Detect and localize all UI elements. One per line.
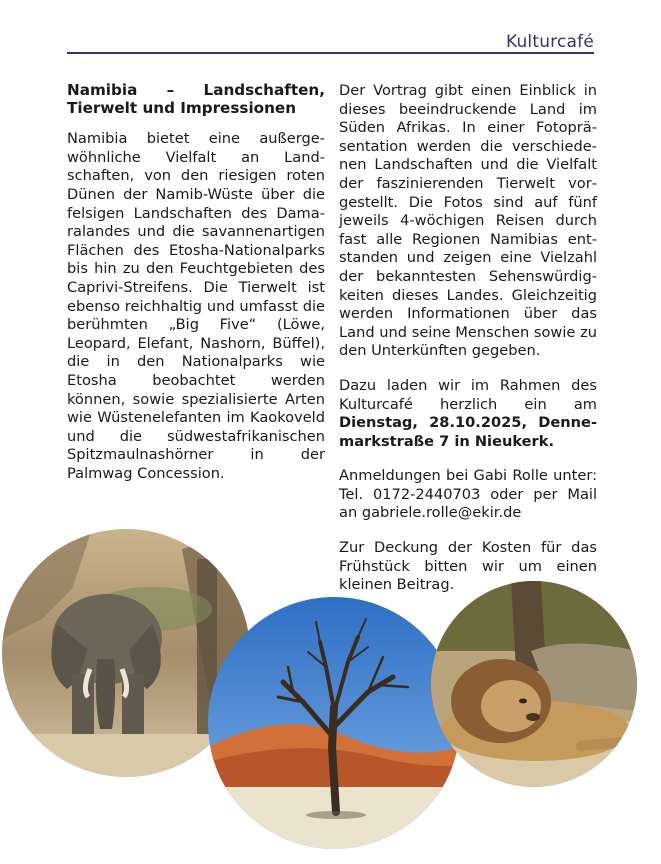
article-title bbox=[67, 82, 325, 117]
right-column bbox=[339, 82, 597, 611]
dead-tree-dune-photo bbox=[208, 597, 460, 849]
lion-photo bbox=[431, 581, 637, 787]
section-header: Kulturcafé bbox=[505, 32, 594, 52]
article-title-line2: Tierwelt und Impressionen bbox=[67, 98, 297, 117]
left-paragraph: Namibia bietet eine außergewöhnliche Vielfalt an Landschaften, von den riesigen roten Dünen der Namib-Wüste über die felsigen Landschaften des Damaralandes und die savannenartigen Flächen des Etosha-Nationalparks bis hin zu den Feuchtgebieten des Caprivi-Streifens. Die Tierwelt ist ebenso reichhaltig und umfasst die berühmten „Big Five“ (Löwe, Leopard, Elefant, Nashorn, Büffel), die in den Nationalparks wie Etosha beobachtet werden können, sowie spezialisierte Arten wie Wüstenelefanten im Kaokoveld und die südwestafrikanischen Spitzmaulnashörner in der Palmwag Concession. bbox=[67, 130, 325, 482]
right-paragraph-4: Zur Deckung der Kosten für das Frühstück bitten wir um einen kleinen Beitrag. bbox=[339, 539, 597, 594]
invitation-text: Dazu laden wir im Rahmen des Kulturcafé herzlich ein am bbox=[339, 376, 597, 413]
right-paragraph-1: Der Vortrag gibt einen Einblick in dieses beeindruckende Land im Süden Afrikas. In einer Fotopräsentation werden die verschiedenen Landschaften und die Vielfalt der faszinierenden Tierwelt vorgestellt. Die Fotos sind auf fünf jeweils 4-wöchigen Reisen durch fast alle Regionen Namibias entstanden und zeigen eine Vielzahl der bekanntesten Sehenswürdigkeiten dieses Landes. Gleichzeitig werden Informationen über das Land und seine Menschen sowie zu den Unterkünften gegeben. bbox=[339, 82, 597, 360]
left-column bbox=[67, 82, 325, 483]
article-title-line1: Namibia – Landschaften, bbox=[67, 81, 325, 99]
right-paragraph-3: Anmeldungen bei Gabi Rolle unter: Tel. 0172-2440703 oder per Mail an gabriele.rolle@ekir.de bbox=[339, 467, 597, 522]
header-divider bbox=[67, 52, 594, 54]
right-paragraph-2 bbox=[339, 377, 597, 451]
event-date-location: Dienstag, 28.10.2025, Dennemarkstraße 7 in Nieukerk. bbox=[339, 414, 597, 450]
